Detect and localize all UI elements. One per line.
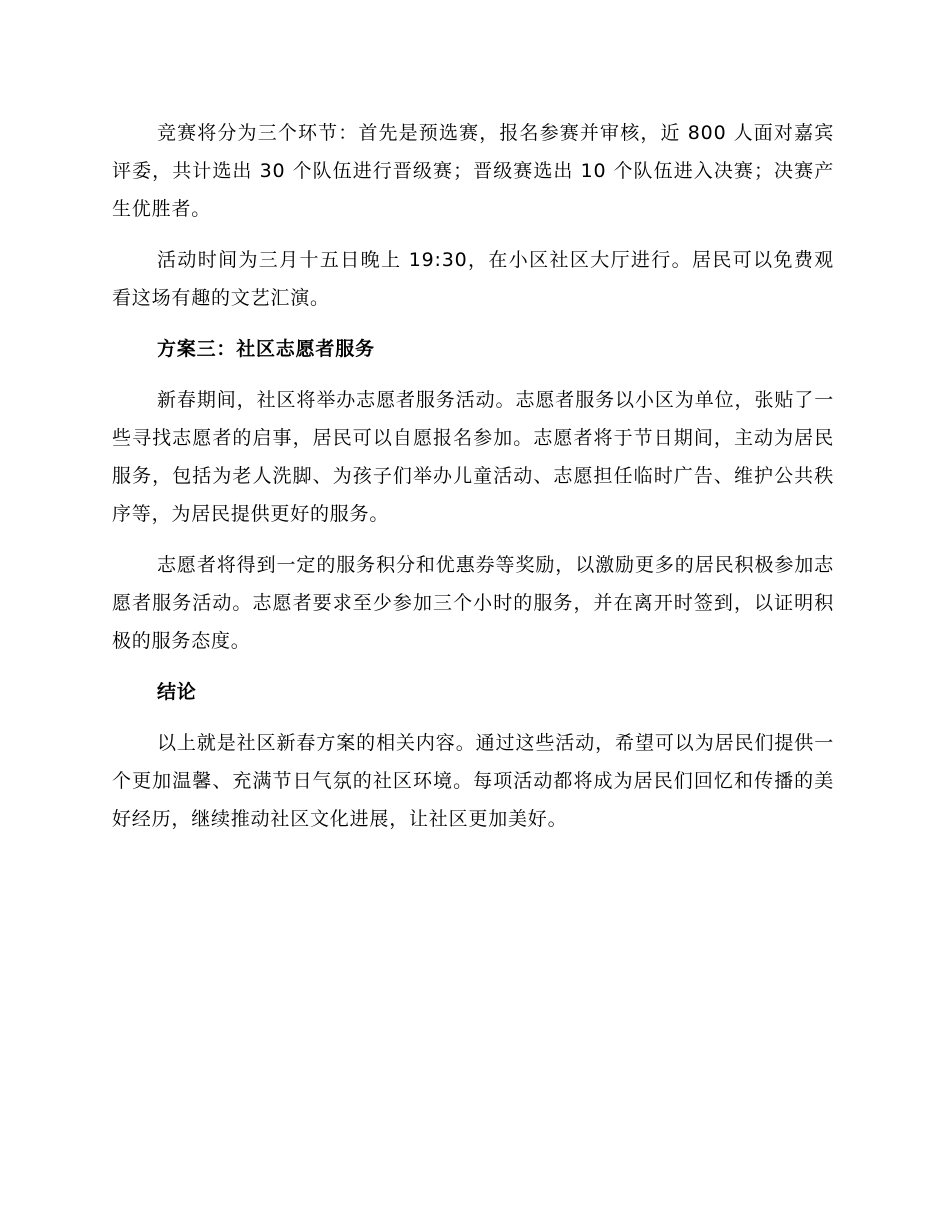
- volunteer-reward-paragraph: 志愿者将得到一定的服务积分和优惠券等奖励，以激励更多的居民积极参加志愿者服务活动。志愿者要求至少参加三个小时的服务，并在离开时签到，以证明积极的服务态度。: [112, 554, 834, 652]
- competition-stages-paragraph: 竞赛将分为三个环节：首先是预选赛，报名参赛并审核，近 800 人面对嘉宾评委，共计选出 30 个队伍进行晋级赛；晋级赛选出 10 个队伍进入决赛；决赛产生优胜者。: [112, 122, 834, 220]
- event-time-paragraph: 活动时间为三月十五日晚上 19:30，在小区社区大厅进行。居民可以免费观看这场有趣的文艺汇演。: [112, 249, 834, 309]
- conclusion-heading: 结论: [157, 681, 197, 703]
- volunteer-activity-paragraph: 新春期间，社区将举办志愿者服务活动。志愿者服务以小区为单位，张贴了一些寻找志愿者的启事，居民可以自愿报名参加。志愿者将于节日期间，主动为居民服务，包括为老人洗脚、为孩子们举办儿童活动、志愿担任临时广告、维护公共秩序等，为居民提供更好的服务。: [112, 389, 834, 525]
- conclusion-paragraph: 以上就是社区新春方案的相关内容。通过这些活动，希望可以为居民们提供一个更加温馨、充满节日气氛的社区环境。每项活动都将成为居民们回忆和传播的美好经历，继续推动社区文化进展，让社区更加美好。: [112, 732, 834, 830]
- plan-three-heading: 方案三：社区志愿者服务: [157, 338, 375, 360]
